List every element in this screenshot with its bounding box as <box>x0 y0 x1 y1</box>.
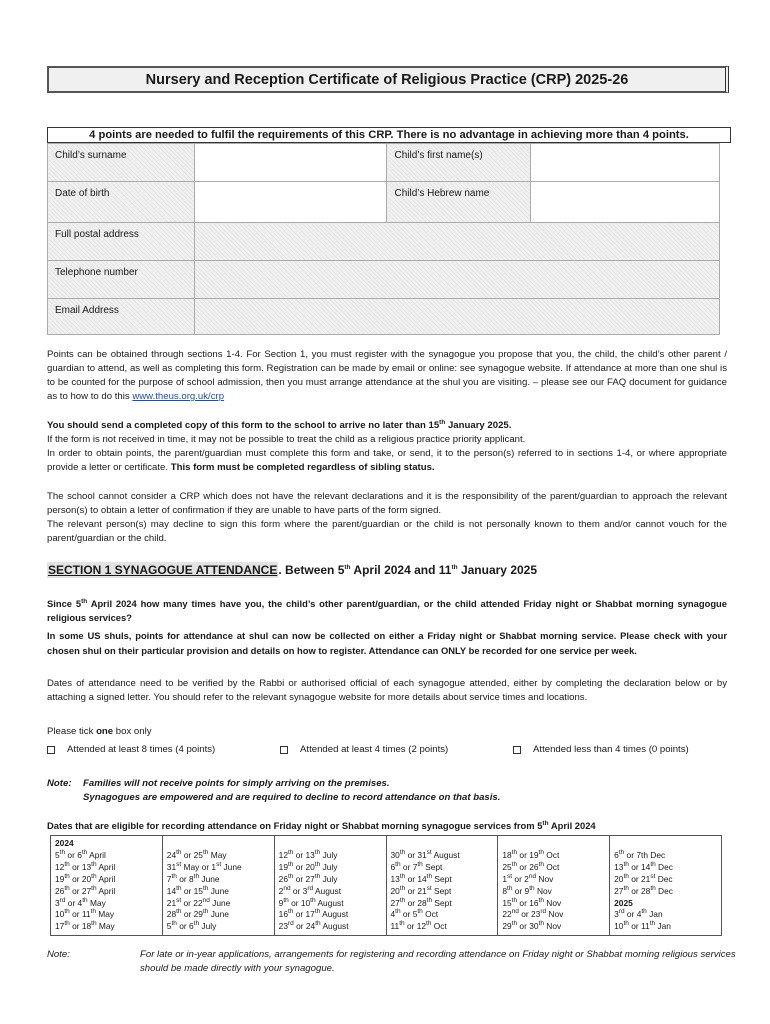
date-of-birth-field[interactable] <box>194 182 387 223</box>
date-entry: 25th or 26th Oct <box>502 861 560 872</box>
eligible-dates-heading <box>47 820 596 831</box>
points-notice: 4 points are needed to fulfil the requirements of this CRP. There is no advantage in achieving more than 4 points. <box>47 127 731 143</box>
date-entry: 20th or 21st Dec <box>614 872 673 884</box>
option-less-than-4-label: Attended less than 4 times (0 points) <box>533 744 689 755</box>
note-label: Note: <box>47 778 72 789</box>
dates-column-1 <box>51 836 163 936</box>
dates-column-2 <box>162 836 274 936</box>
date-entry: 19th or 20th April <box>55 872 116 884</box>
date-entry: 11th or 12th Oct <box>390 920 447 932</box>
date-entry: 22nd or 23rd Nov <box>502 908 564 920</box>
dates-column-5 <box>498 836 610 936</box>
date-entry: 5th or 6th July <box>166 920 217 932</box>
dates-heading-a: Dates that are eligible for recording attendance on Friday night or Shabbat morning synagogue services from 5 <box>47 820 543 831</box>
crp-guidance-link[interactable]: www.theus.org.uk/crp <box>132 391 225 402</box>
intro-paragraph <box>47 348 727 404</box>
date-entry: 10th or 11th May <box>55 908 115 920</box>
dates-column-3 <box>274 836 386 936</box>
date-entry: 12th or 13th July <box>278 849 338 860</box>
section-1-range-a: . Between 5 <box>278 563 345 577</box>
date-entry: 10th or 11th Jan <box>614 920 671 932</box>
dates-heading-b: April 2024 <box>548 820 596 831</box>
deadline-paragraph <box>47 419 727 475</box>
date-entry <box>614 838 717 850</box>
childs-hebrew-name-field[interactable] <box>531 182 720 223</box>
declaration-line-2: The relevant person(s) may decline to sign this form where the parent/guardian or the child is not personally known to them and/or cannot vouch for the parent/guardian or the child. <box>47 519 727 544</box>
checkbox-8-times[interactable] <box>47 746 55 754</box>
childs-first-names-label: Child’s first name(s) <box>387 144 531 182</box>
option-less-than-4[interactable] <box>513 744 689 755</box>
deadline-line <box>47 419 727 433</box>
date-entry: 21st or 22nd June <box>166 896 231 908</box>
date-entry: 14th or 15th June <box>166 884 229 896</box>
attendance-question <box>47 597 727 625</box>
postal-address-label: Full postal address <box>48 223 195 261</box>
date-entry: 12th or 13th April <box>55 861 116 872</box>
section-1-range-b: April 2024 and 11 <box>350 563 452 577</box>
date-entry: 26th or 27th April <box>55 884 116 896</box>
child-details-table <box>47 143 720 335</box>
date-entry: 27th or 28th Sept <box>390 896 452 908</box>
dates-column-4 <box>386 836 498 936</box>
childs-surname-label: Child’s surname <box>48 144 195 182</box>
date-entry: 7th or 8th June <box>166 872 220 884</box>
date-entry: 23rd or 24th August <box>278 920 349 932</box>
date-entry: 30th or 31st August <box>390 849 460 860</box>
telephone-label: Telephone number <box>48 261 195 299</box>
deadline-text: You should send a completed copy of this form to the school to arrive no later than 15 <box>47 420 440 431</box>
question-sup: th <box>81 597 88 605</box>
question-a: Since 5 <box>47 598 82 609</box>
date-entry: 6th or 7th Dec <box>614 849 666 860</box>
tick-a: Please tick <box>47 726 97 737</box>
page-title: Nursery and Reception Certificate of Religious Practice (CRP) 2025-26 <box>47 66 729 93</box>
date-entry: 8th or 9th Nov <box>502 884 552 896</box>
late-applications-note <box>47 948 737 976</box>
option-8-times-label: Attended at least 8 times (4 points) <box>67 744 216 755</box>
date-entry: 27th or 28th Dec <box>614 884 673 896</box>
option-8-times[interactable] <box>47 744 280 755</box>
us-shuls-paragraph: In some US shuls, points for attendance at shul can now be collected on either a Friday night or Shabbat morning service. Please check with your chosen shul on their particular provision and details on how to register. Attendance can ONLY be recorded for one service per week. <box>47 630 727 656</box>
date-entry: 20th or 21st Sept <box>390 884 452 896</box>
date-entry: 15th or 16th Nov <box>502 896 562 908</box>
dates-heading-sup: th <box>542 819 549 827</box>
section-1-sup-1: th <box>344 564 351 571</box>
tick-b: box only <box>113 726 152 737</box>
email-field[interactable] <box>194 299 719 335</box>
date-entry: 13th or 14th Sept <box>390 872 452 884</box>
date-entry: 2nd or 3rd August <box>278 884 342 896</box>
date-entry: 3rd or 4th May <box>55 896 106 908</box>
declaration-paragraph <box>47 490 727 546</box>
childs-hebrew-name-label: Child’s Hebrew name <box>387 182 531 223</box>
checkbox-less-than-4[interactable] <box>513 746 521 754</box>
date-entry: 13th or 14th Dec <box>614 861 673 872</box>
childs-first-names-field[interactable] <box>531 144 720 182</box>
childs-surname-field[interactable] <box>194 144 387 182</box>
bottom-note-text: For late or in-year applications, arrangements for registering and recording attendance on Friday night or Shabbat morning religious services should be made directly with your synagogue. <box>140 949 736 974</box>
date-entry: 1st or 2nd Nov <box>502 872 554 884</box>
date-entry: 31st May or 1st June <box>166 861 242 872</box>
telephone-field[interactable] <box>194 261 719 299</box>
date-entry: 9th or 10th August <box>278 896 344 908</box>
section-1-sup-2: th <box>451 564 458 571</box>
date-entry: 6th or 7th Sept <box>390 861 443 872</box>
note-line-2: Synagogues are empowered and are required to decline to record attendance on that basis. <box>83 792 501 803</box>
late-form-warning: If the form is not received in time, it may not be possible to treat the child as a religious practice priority applicant. <box>47 434 526 445</box>
option-4-times-label: Attended at least 4 times (2 points) <box>300 744 449 755</box>
postal-address-field[interactable] <box>194 223 719 261</box>
eligible-dates-table <box>50 835 722 936</box>
date-entry: 2024 <box>55 838 74 848</box>
section-1-range-c: January 2025 <box>457 563 538 577</box>
bottom-note-label: Note: <box>47 949 70 960</box>
date-entry: 17th or 18th May <box>55 920 115 932</box>
tick-one: one <box>96 726 114 737</box>
verification-paragraph: Dates of attendance need to be verified by the Rabbi or authorised official of each synagogue attended, either by completing the declaration below or by attaching a signed letter. You should refer to the relevant synagogue website for more details about service times and locations. <box>47 678 727 703</box>
obtain-points-line: In order to obtain points, the parent/guardian must complete this form and take, or send, it to the person(s) referred to in sections 1-4, or where appropriate provide a letter or certificate. <box>47 448 727 473</box>
date-entry: 29th or 30th Nov <box>502 920 562 932</box>
date-entry: 2025 <box>614 897 633 908</box>
obtain-points-text <box>47 447 727 475</box>
question-b: April 2024 how many times have you, the child’s other parent/guardian, or the child attended Friday night or Shabbat morning synagogue religious services? <box>47 598 727 623</box>
date-entry <box>279 838 382 850</box>
declaration-line-1: The school cannot consider a CRP which does not have the relevant declarations and it is the responsibility of the parent/guardian to approach the relevant person(s) to obtain a letter of confirmation if they are unable to have parts of the form signed. <box>47 491 727 516</box>
email-label: Email Address <box>48 299 195 335</box>
deadline-sup: th <box>439 418 446 426</box>
premises-note <box>47 777 500 805</box>
checkbox-4-times[interactable] <box>280 746 288 754</box>
date-entry <box>167 838 270 850</box>
date-entry: 24th or 25th May <box>166 849 227 860</box>
option-4-times[interactable] <box>280 744 513 755</box>
date-entry: 3rd or 4th Jan <box>614 908 663 920</box>
note-line-1: Families will not receive points for simply arriving on the premises. <box>83 778 390 789</box>
date-of-birth-label: Date of birth <box>48 182 195 223</box>
date-entry: 16th or 17th August <box>278 908 349 920</box>
section-1-title: SECTION 1 SYNAGOGUE ATTENDANCE <box>48 563 278 577</box>
date-entry: 26th or 27th July <box>278 872 338 884</box>
date-entry: 28th or 29th June <box>166 908 229 920</box>
date-entry: 18th or 19th Oct <box>502 849 560 860</box>
date-entry: 19th or 20th July <box>278 861 338 872</box>
sibling-status-note: This form must be completed regardless of sibling status. <box>170 462 435 473</box>
attendance-options <box>47 744 727 755</box>
date-entry: 5th or 6th April <box>55 849 106 860</box>
date-entry <box>391 838 494 850</box>
date-entry <box>502 838 605 850</box>
dates-column-6 <box>610 836 722 936</box>
tick-instruction <box>47 725 727 739</box>
date-entry: 4th or 5th Oct <box>390 908 439 920</box>
deadline-date: January 2025. <box>445 420 512 431</box>
section-1-heading <box>47 563 537 577</box>
intro-text: Points can be obtained through sections 1-4. For Section 1, you must register with the synagogue you propose that you, the child, the child’s other parent / guardian to attend, as well as completing this form. Registration can be made by email or online: see synagogue website. If attendance at more than one shul is to be counted for the purpose of school admission, then you must arrange attendance at the shul you are visiting. – please see our FAQ document for guidance as to how to do this <box>47 349 727 402</box>
